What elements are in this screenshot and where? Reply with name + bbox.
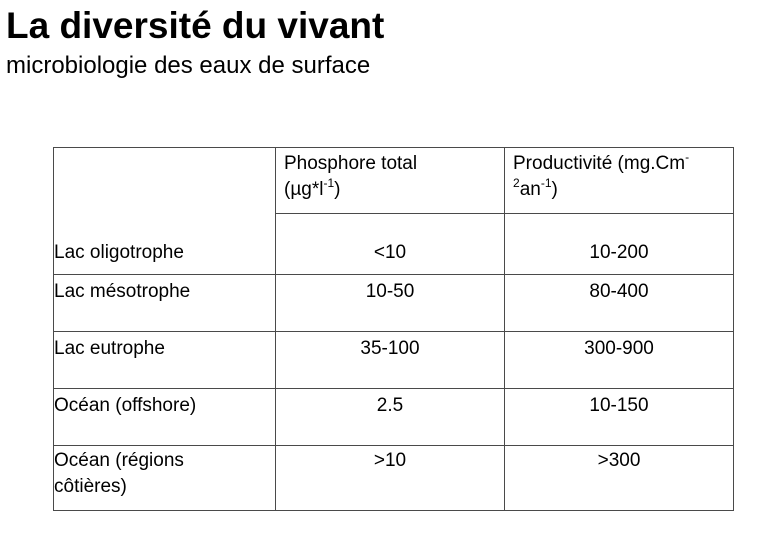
header-productivite-exponent3: -1 <box>540 176 552 190</box>
page-subtitle: microbiologie des eaux de surface <box>6 52 371 79</box>
productivite-cell: 10-150 <box>505 389 734 446</box>
header-phosphore-unit: (µg*l <box>284 179 324 200</box>
header-phosphore <box>276 148 505 214</box>
productivite-cell: 80-400 <box>505 275 734 332</box>
phosphore-cell: <10 <box>276 214 505 275</box>
productivite-cell: >300 <box>505 446 734 511</box>
row-label-line2: côtières) <box>54 476 127 497</box>
productivite-cell: 10-200 <box>505 214 734 275</box>
page-title: La diversité du vivant <box>6 5 385 46</box>
row-label-line1: Océan (régions <box>54 450 184 471</box>
phosphore-cell: 35-100 <box>276 332 505 389</box>
header-productivite <box>505 148 734 214</box>
table-row <box>54 275 734 332</box>
header-productivite-line2 <box>513 176 558 200</box>
data-table <box>53 147 734 511</box>
header-phosphore-exponent: -1 <box>323 176 335 190</box>
header-productivite-exponent1: - <box>685 150 690 164</box>
header-phosphore-line2 <box>284 176 341 200</box>
row-label: Lac eutrophe <box>54 332 276 389</box>
table-header-row <box>54 148 734 214</box>
header-phosphore-close: ) <box>334 179 341 200</box>
header-productivite-exponent2: 2 <box>513 176 520 190</box>
header-productivite-close: ) <box>551 179 558 200</box>
phosphore-cell: 2.5 <box>276 389 505 446</box>
phosphore-cell: 10-50 <box>276 275 505 332</box>
header-productivite-unit: Productivité (mg.Cm <box>513 153 686 174</box>
productivite-cell: 300-900 <box>505 332 734 389</box>
table-row <box>54 446 734 511</box>
row-label-cell <box>54 148 276 275</box>
header-productivite-an: an <box>519 179 541 200</box>
table-row <box>54 332 734 389</box>
table-row <box>54 389 734 446</box>
phosphore-cell: >10 <box>276 446 505 511</box>
row-label: Lac oligotrophe <box>54 242 184 263</box>
row-label: Océan (offshore) <box>54 389 276 446</box>
row-label: Lac mésotrophe <box>54 275 276 332</box>
header-productivite-line1 <box>513 150 690 174</box>
row-label-cell <box>54 446 276 511</box>
header-phosphore-line1: Phosphore total <box>284 153 418 174</box>
